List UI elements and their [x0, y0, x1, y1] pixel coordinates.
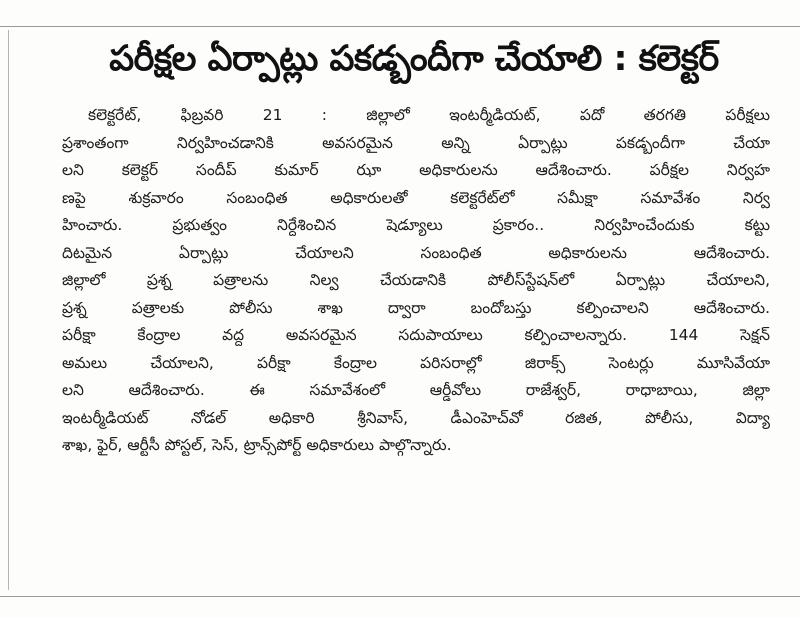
- body-line: శాఖ, ఫైర్, ఆర్టీసీ పోస్టల్, సెస్, ట్రాన్స్‌పోర్ట్ అధికారులు పాల్గొన్నారు.: [62, 436, 452, 454]
- body-line: ప్రశాంతంగా నిర్వహించడానికి అవసరమైన అన్ని ఏర్పాట్లు పకడ్బందీగా చేయా: [62, 133, 770, 152]
- body-line: ఇంటర్మీడియట్ నోడల్ అధికారి శ్రీనివాస్, డీఎంహెచ్‌వో రజిత, పోలీసు, విద్యా: [62, 408, 770, 427]
- body-line: హించారు. ప్రభుత్వం నిర్దేశించిన షెడ్యూలు ప్రకారం.. నిర్వహించేందుకు కట్టు: [62, 216, 770, 234]
- body-line: కలెక్టరేట్, ఫిబ్రవరి 21 : జిల్లాలో ఇంటర్మీడియట్, పదో తరగతి పరీక్షలు: [88, 106, 770, 124]
- body-line: ప్రశ్న పత్రాలకు పోలీసు శాఖ ద్వారా బందోబస్తు కల్పించాలని ఆదేశించారు.: [62, 298, 770, 317]
- body-line: లని ఆదేశించారు. ఈ సమావేశంలో ఆర్డీవోలు రాజేశ్వర్, రాధాబాయి, జిల్లా: [62, 381, 770, 399]
- body-line: అమలు చేయాలని, పరీక్షా కేంద్రాల పరిసరాల్లో జిరాక్స్ సెంటర్లు మూసివేయా: [62, 353, 770, 372]
- bottom-divider: [0, 596, 800, 597]
- body-line: లని కలెక్టర్ సందీప్ కుమార్ ఝా అధికారులను ఆదేశించారు. పరీక్షల నిర్వహ: [62, 161, 770, 179]
- body-line: పరీక్షా కేంద్రాల వద్ద అవసరమైన సదుపాయాలు కల్పించాలన్నారు. 144 సెక్షన్: [62, 326, 770, 344]
- body-line: జిల్లాలో ప్రశ్న పత్రాలను నిల్వ చేయడానికి పోలీస్‌స్టేషన్‌లో ఏర్పాట్లు చేయాలని,: [62, 271, 770, 289]
- left-column-divider: [8, 30, 9, 590]
- top-divider: [0, 26, 800, 27]
- body-line: దిటమైన ఏర్పాట్లు చేయాలని సంబంధిత అధికారులను ఆదేశించారు.: [62, 243, 770, 262]
- article-headline: పరీక్షల ఏర్పాట్లు పకడ్బందీగా చేయాలి : కలెక్టర్: [109, 39, 719, 79]
- body-line: ణపై శుక్రవారం సంబంధిత అధికారులతో కలెక్టరేట్‌లో సమీక్షా సమావేశం నిర్వ: [62, 188, 770, 207]
- article-body: [62, 102, 770, 460]
